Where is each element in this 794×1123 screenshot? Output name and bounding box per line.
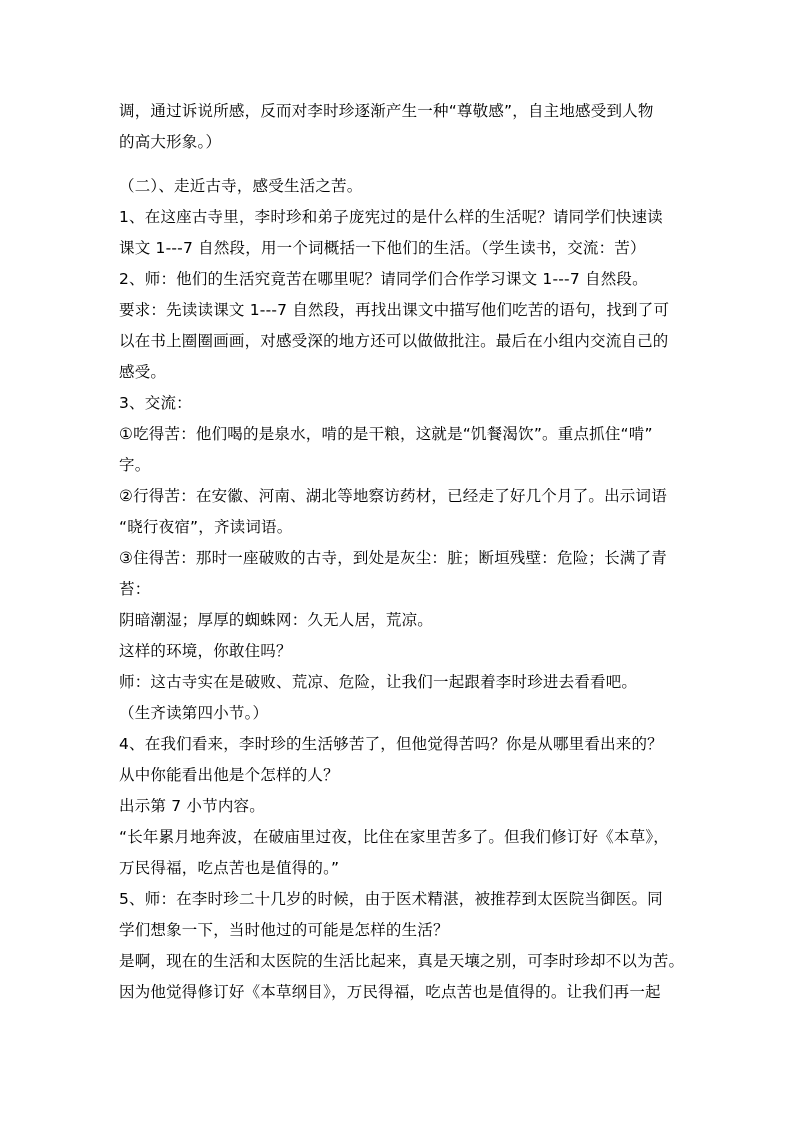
text-line: 因为他觉得修订好《本草纲目》，万民得福，吃点苦也是值得的。让我们再一起 — [119, 983, 661, 1001]
text-line: “晓行夜宿”，齐读词语。 — [119, 518, 293, 536]
text-line: 3、交流： — [119, 394, 192, 412]
text-line: 感受。 — [119, 363, 167, 381]
text-line: （生齐读第四小节。） — [119, 704, 269, 722]
text-line: ①吃得苦：他们喝的是泉水，啃的是干粮，这就是“饥餐渴饮”。重点抓住“啃” — [119, 425, 653, 443]
text-line: 师：这古寺实在是破败、荒凉、危险，让我们一起跟着李时珍进去看看吧。 — [119, 673, 638, 691]
text-line: 2、师：他们的生活究竟苦在哪里呢？请同学们合作学习课文 1---7 自然段。 — [119, 270, 648, 288]
text-line: 这样的环境，你敢住吗？ — [119, 642, 292, 660]
text-line: 学们想象一下，当时他过的可能是怎样的生活？ — [119, 921, 449, 939]
text-line: 要求：先读读课文 1---7 自然段，再找出课文中描写他们吃苦的语句，找到了可 — [119, 301, 670, 319]
text-line: 出示第 7 小节内容。 — [119, 797, 265, 815]
text-line: 是啊，现在的生活和太医院的生活比起来，真是天壤之别，可李时珍却不以为苦。 — [119, 952, 685, 970]
text-line: 课文 1---7 自然段，用一个词概括一下他们的生活。（学生读书，交流：苦） — [119, 239, 646, 257]
text-line: 从中你能看出他是个怎样的人？ — [119, 766, 339, 784]
text-line: 苔： — [119, 580, 151, 598]
section-heading: （二）、走近古寺，感受生活之苦。 — [119, 177, 363, 195]
text-line: 万民得福，吃点苦也是值得的。” — [119, 859, 340, 877]
text-line: “长年累月地奔波，在破庙里过夜，比住在家里苦多了。但我们修订好《本草》， — [119, 828, 669, 846]
document-body — [119, 96, 685, 1008]
text-line: 1、在这座古寺里，李时珍和弟子庞宪过的是什么样的生活呢？请同学们快速读 — [119, 208, 663, 226]
text-line: 5、师：在李时珍二十几岁的时候，由于医术精湛，被推荐到太医院当御医。同 — [119, 890, 663, 908]
text-line: ②行得苦：在安徽、河南、湖北等地察访药材，已经走了好几个月了。出示词语 — [119, 487, 667, 505]
text-line: 阴暗潮湿；厚厚的蜘蛛网：久无人居，荒凉。 — [119, 611, 434, 629]
text-line: 的高大形象。） — [119, 133, 222, 151]
text-line: ③住得苦：那时一座破败的古寺，到处是灰尘：脏；断垣残壁：危险；长满了青 — [119, 549, 667, 567]
paragraph-gap — [119, 158, 679, 171]
text-line: 调，通过诉说所感，反而对李时珍逐渐产生一种“尊敬感”，自主地感受到人物 — [119, 102, 654, 120]
text-line: 字。 — [119, 456, 151, 474]
text-line: 4、在我们看来，李时珍的生活够苦了，但他觉得苦吗？你是从哪里看出来的？ — [119, 735, 663, 753]
text-line: 以在书上圈圈画画，对感受深的地方还可以做做批注。最后在小组内交流自己的 — [119, 332, 669, 350]
